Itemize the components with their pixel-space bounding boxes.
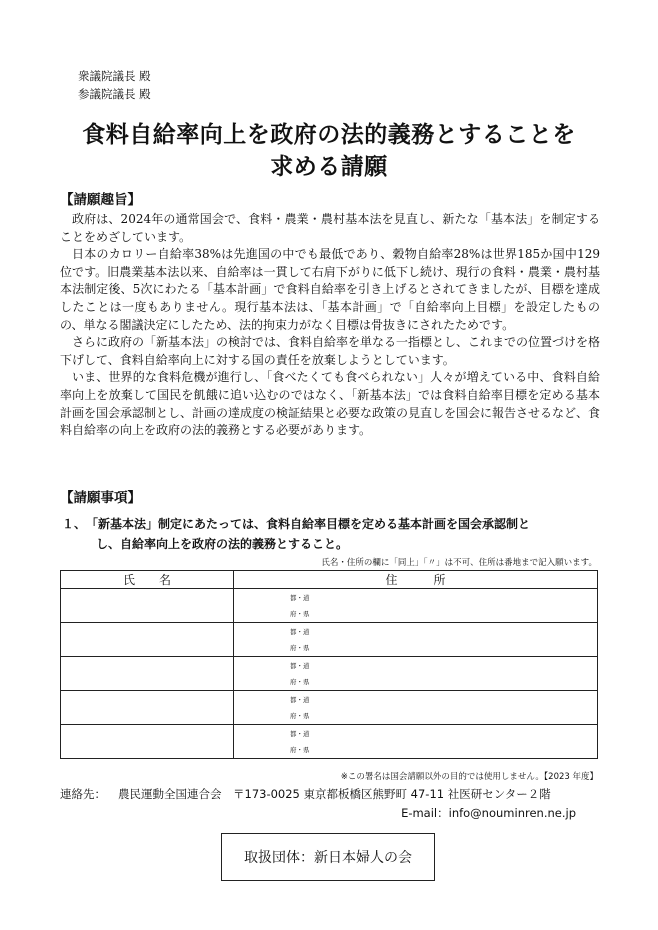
purpose-paragraph: さらに政府の「新基本法」の検討では、食料自給率を単なる一指標とし、これまでの位置づけを格下げして、食料自給率向上に対する国の責任を放棄しようとしています。 [60,335,601,367]
signature-row [61,657,598,691]
table-instruction-note: 氏名・住所の欄に「同上」「〃」は不可、住所は番地まで記入願います。 [321,558,597,568]
purpose-heading: 【請願趣旨】 [60,192,141,208]
addressee-house-of-representatives: 衆議院議長 殿 [78,69,151,83]
contact-label: 連絡先： [60,787,106,801]
purpose-paragraph: 政府は、2024年の通常国会で、食料・農業・農村基本法を見直し、新たな「基本法」を制定することをめざしています。 [60,212,600,244]
address-cell[interactable] [234,691,598,725]
petition-item-line-1: 「新基本法」制定にあたっては、食料自給率目標を定める基本計画を国会承認制と [86,517,531,531]
petition-item [62,514,602,554]
name-cell[interactable] [61,589,234,623]
prefecture-label: 都・道 府・県 [290,593,310,618]
prefecture-label: 都・道 府・県 [290,661,310,686]
purpose-body [60,211,600,440]
contact-address: 農民運動全国連合会 〒173-0025 東京都板橋区熊野町 47-11 社医研センター２階 [118,787,551,801]
purpose-paragraph: 日本のカロリー自給率38%は先進国の中でも最低であり、穀物自給率28%は世界185か国中129位です。旧農業基本法以来、自給率は一貫して右肩下がりに低下し続け、現行の食料・農業・農村基本法制定後、5次にわたる「基本計画」で食料自給率を引き上げるとされてきましたが、目標を達成したことは一度もありません。現行基本法は、「基本計画」で「自給率向上目標」を設定したものの、単なる閣議決定にしたため、法的拘束力がなく目標は骨抜きにされたためです。 [60,247,600,332]
handling-organization-box: 取扱団体：新日本婦人の会 [221,833,435,881]
address-column-header: 住 所 [234,571,598,589]
address-cell[interactable] [234,589,598,623]
signature-table [60,570,598,759]
contact-info [60,786,551,802]
petition-title-line-1: 食料自給率向上を政府の法的義務とすることを [82,122,576,148]
privacy-note: ※この署名は国会請願以外の目的では使用しません。【2023 年度】 [340,772,598,782]
petition-title-line-2: 求める請願 [270,154,388,180]
name-cell[interactable] [61,691,234,725]
address-cell[interactable] [234,725,598,759]
name-cell[interactable] [61,725,234,759]
address-cell[interactable] [234,623,598,657]
prefecture-label: 都・道 府・県 [290,729,310,754]
purpose-paragraph: いま、世界的な食料危機が進行し、「食べたくても食べられない」人々が増えている中、食料自給率向上を放棄して国民を飢餓に追い込むのではなく、「新基本法」では食料自給率目標を定める基本計画を国会承認制とし、計画の達成度の検証結果と必要な政策の見直しを国会に報告させるなど、食料自給率の向上を政府の法的義務とする必要があります。 [60,370,601,438]
signature-row [61,725,598,759]
name-cell[interactable] [61,657,234,691]
petition-item-number: １、 [62,517,87,531]
addressee-house-of-councillors: 参議院議長 殿 [78,87,151,101]
signature-row [61,691,598,725]
name-cell[interactable] [61,623,234,657]
signature-row [61,623,598,657]
contact-email: E-mail：info@nouminren.ne.jp [401,806,576,820]
signature-row [61,589,598,623]
name-column-header: 氏 名 [61,571,234,589]
petition-item-line-2: し、自給率向上を政府の法的義務とすること。 [96,537,349,551]
prefecture-label: 都・道 府・県 [290,695,310,720]
address-cell[interactable] [234,657,598,691]
matters-heading: 【請願事項】 [60,490,141,506]
prefecture-label: 都・道 府・県 [290,627,310,652]
